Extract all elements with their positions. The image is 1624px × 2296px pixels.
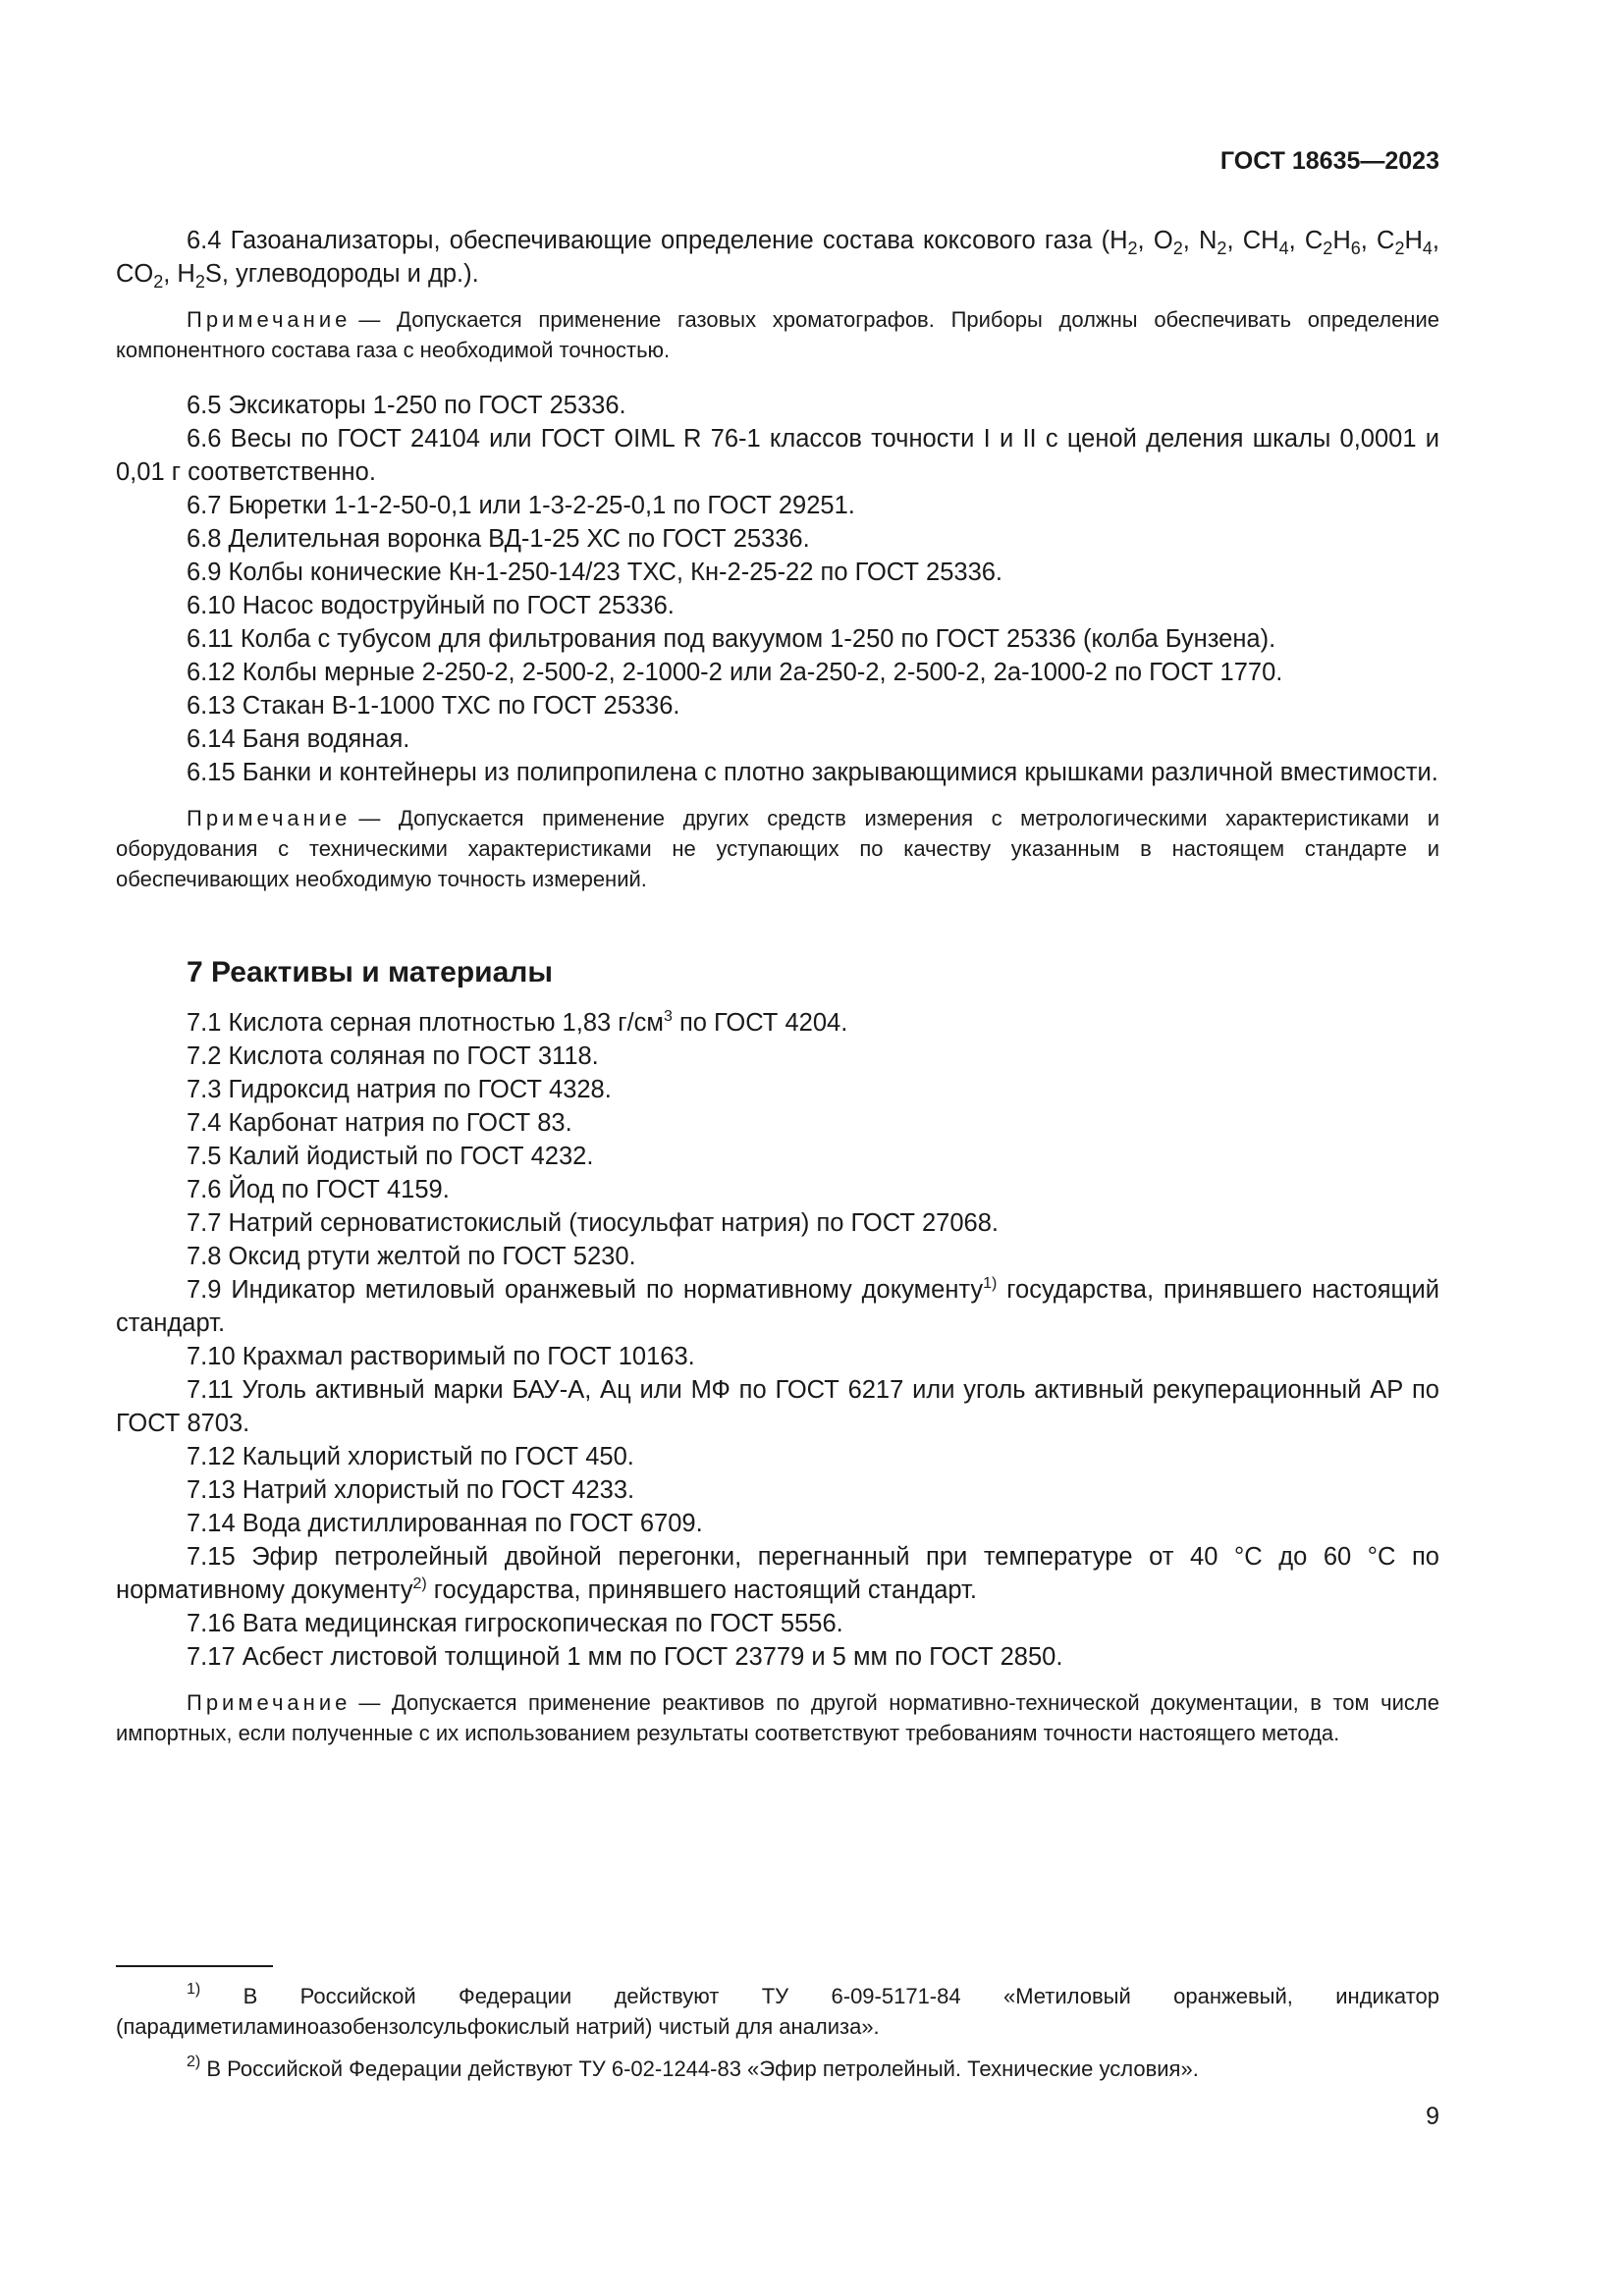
note-label: Примечание: [187, 806, 352, 830]
footnote-divider: [116, 1965, 273, 1967]
item-7-10: 7.10 Крахмал растворимый по ГОСТ 10163.: [187, 1343, 695, 1370]
item-7-17: 7.17 Асбест листовой толщиной 1 мм по ГОСТ 23779 и 5 мм по ГОСТ 2850.: [187, 1643, 1063, 1671]
note-other-instruments: Примечание — Допускается применение других средств измерения с метрологическими характеристиками и оборудования с техническими характеристиками не уступающих по качеству указанным в настоящем стандарте и обеспечивающих необходимую точность измерений.: [116, 806, 1439, 891]
item-6-12: 6.12 Колбы мерные 2-250-2, 2-500-2, 2-1000-2 или 2а-250-2, 2-500-2, 2а-1000-2 по ГОСТ 1770.: [187, 659, 1283, 686]
item-6-14: 6.14 Баня водяная.: [187, 725, 410, 753]
item-6-11: 6.11 Колба с тубусом для фильтрования под вакуумом 1-250 по ГОСТ 25336 (колба Бунзена).: [187, 625, 1276, 653]
item-6-13: 6.13 Стакан В-1-1000 ТХС по ГОСТ 25336.: [187, 692, 680, 720]
note-gas-chromatographs: Примечание — Допускается применение газовых хроматографов. Приборы должны обеспечивать определение компонентного состава газа с необходимой точностью.: [116, 307, 1439, 362]
item-7-6: 7.6 Йод по ГОСТ 4159.: [187, 1176, 450, 1203]
section-7-title: 7 Реактивы и материалы: [187, 956, 553, 988]
item-6-6: 6.6 Весы по ГОСТ 24104 или ГОСТ OIML R 76-1 классов точности I и II с ценой деления шкалы 0,0001 и 0,01 г соответственно.: [116, 425, 1439, 486]
note-label: Примечание: [187, 1690, 352, 1715]
footnote-1: $^{1)}$ В Российской Федерации действуют ТУ 6-09-5171-84 «Метиловый оранжевый, индикатор (парадиметиламиноазобензолсульфокислый натрий) чистый для анализа».: [116, 1981, 1439, 2039]
item-6-9: 6.9 Колбы конические Кн-1-250-14/23 ТХС, Кн-2-25-22 по ГОСТ 25336.: [187, 559, 1003, 586]
item-7-1: 7.1 Кислота серная плотностью 1,83 $г/см^3$ по ГОСТ 4204.: [187, 1008, 848, 1037]
footnote-ref-2: 2): [412, 1575, 427, 1592]
footnotes: [116, 1965, 1439, 2084]
item-7-15: 7.15 Эфир петролейный двойной перегонки, перегнанный при температуре от 40 °С до 60 °С по нормативному документу$^{2)}$ государства, принявшего настоящий стандарт.: [116, 1543, 1439, 1604]
item-6-8: 6.8 Делительная воронка ВД-1-25 ХС по ГОСТ 25336.: [187, 525, 810, 553]
footnote-2: $^{2)}$ В Российской Федерации действуют ТУ 6-02-1244-83 «Эфир петролейный. Технические условия».: [187, 2054, 1199, 2081]
document-id-header: ГОСТ 18635—2023: [1219, 147, 1439, 175]
item-6-4: 6.4 Газоанализаторы, обеспечивающие определение состава коксового газа ($H_2$, $O_2$, $N_2$, $CH_4$, $C_2H_6$, $C_2H_4$, $CO_2$, $H_2S$, углеводороды и др.).: [116, 227, 1440, 292]
item-6-15: 6.15 Банки и контейнеры из полипропилена с плотно закрывающимися крышками различной вместимости.: [187, 759, 1438, 786]
item-7-14: 7.14 Вода дистиллированная по ГОСТ 6709.: [187, 1510, 703, 1537]
main-content: [116, 224, 1439, 1748]
item-7-16: 7.16 Вата медицинская гигроскопическая по ГОСТ 5556.: [187, 1610, 843, 1637]
item-7-11: 7.11 Уголь активный марки БАУ-А, Ац или МФ по ГОСТ 6217 или уголь активный рекуперационный АР по ГОСТ 8703.: [116, 1376, 1439, 1437]
item-7-9: 7.9 Индикатор метиловый оранжевый по нормативному документу$^{1)}$ государства, принявшего настоящий стандарт.: [116, 1275, 1439, 1337]
item-7-4: 7.4 Карбонат натрия по ГОСТ 83.: [187, 1109, 572, 1137]
item-6-7: 6.7 Бюретки 1-1-2-50-0,1 или 1-3-2-25-0,1 по ГОСТ 29251.: [187, 492, 855, 519]
page-number: 9: [1426, 2103, 1439, 2130]
item-6-10: 6.10 Насос водоструйный по ГОСТ 25336.: [187, 592, 675, 619]
note-other-reagents: Примечание — Допускается применение реактивов по другой нормативно-технической документации, в том числе импортных, если полученные с их использованием результаты соответствуют требованиям точности настоящего метода.: [116, 1690, 1439, 1745]
item-7-12: 7.12 Кальций хлористый по ГОСТ 450.: [187, 1443, 634, 1470]
footnote-ref-1: 1): [983, 1275, 998, 1292]
item-7-3: 7.3 Гидроксид натрия по ГОСТ 4328.: [187, 1076, 612, 1103]
item-7-8: 7.8 Оксид ртути желтой по ГОСТ 5230.: [187, 1243, 636, 1270]
item-7-13: 7.13 Натрий хлористый по ГОСТ 4233.: [187, 1476, 635, 1504]
note-label: Примечание: [187, 307, 352, 332]
item-7-5: 7.5 Калий йодистый по ГОСТ 4232.: [187, 1143, 594, 1170]
item-7-7: 7.7 Натрий серноватистокислый (тиосульфат натрия) по ГОСТ 27068.: [187, 1209, 999, 1237]
item-7-2: 7.2 Кислота соляная по ГОСТ 3118.: [187, 1042, 599, 1070]
item-6-5: 6.5 Эксикаторы 1-250 по ГОСТ 25336.: [187, 392, 626, 419]
